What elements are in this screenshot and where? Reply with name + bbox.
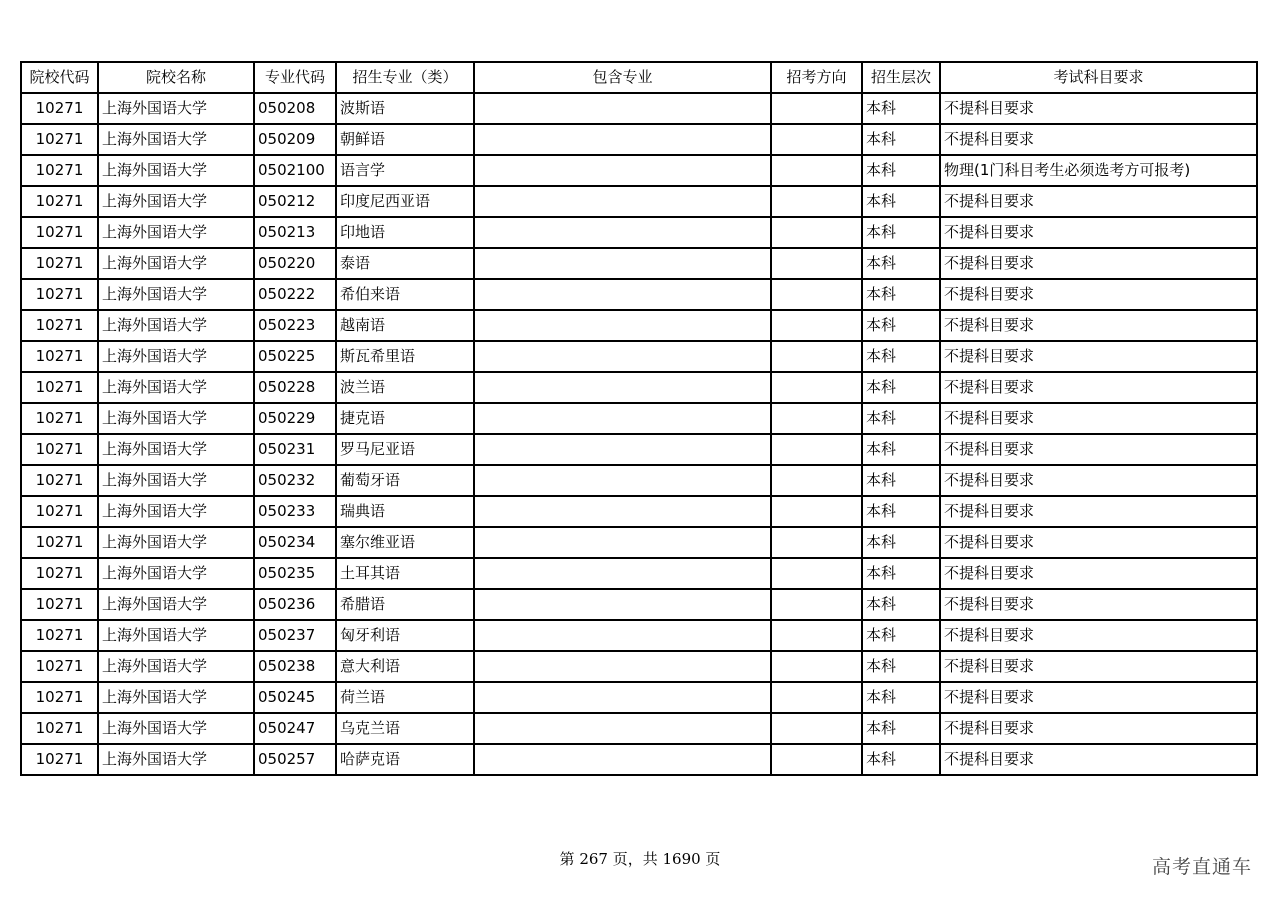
cell-school-name: 上海外国语大学 <box>98 589 254 620</box>
cell-direction <box>771 465 862 496</box>
cell-major: 乌克兰语 <box>336 713 474 744</box>
cell-major: 泰语 <box>336 248 474 279</box>
page-number: 第 267 页，共 1690 页 <box>559 850 721 868</box>
cell-school-code: 10271 <box>21 155 98 186</box>
cell-level: 本科 <box>862 124 940 155</box>
cell-school-code: 10271 <box>21 372 98 403</box>
cell-major: 朝鲜语 <box>336 124 474 155</box>
cell-major-code: 050222 <box>254 279 336 310</box>
cell-included-majors <box>474 93 771 124</box>
cell-major: 塞尔维亚语 <box>336 527 474 558</box>
table-body <box>21 93 1257 775</box>
cell-included-majors <box>474 248 771 279</box>
cell-direction <box>771 496 862 527</box>
cell-school-name: 上海外国语大学 <box>98 558 254 589</box>
cell-subject-requirement: 不提科目要求 <box>940 310 1257 341</box>
cell-direction <box>771 682 862 713</box>
cell-level: 本科 <box>862 155 940 186</box>
table-row <box>21 558 1257 589</box>
table-row <box>21 341 1257 372</box>
cell-level: 本科 <box>862 713 940 744</box>
cell-direction <box>771 372 862 403</box>
cell-level: 本科 <box>862 620 940 651</box>
cell-school-name: 上海外国语大学 <box>98 93 254 124</box>
cell-major-code: 050220 <box>254 248 336 279</box>
cell-level: 本科 <box>862 186 940 217</box>
cell-major-code: 050208 <box>254 93 336 124</box>
cell-level: 本科 <box>862 372 940 403</box>
cell-school-code: 10271 <box>21 713 98 744</box>
table-row <box>21 124 1257 155</box>
cell-school-name: 上海外国语大学 <box>98 403 254 434</box>
cell-school-code: 10271 <box>21 620 98 651</box>
cell-included-majors <box>474 217 771 248</box>
cell-school-name: 上海外国语大学 <box>98 279 254 310</box>
cell-school-name: 上海外国语大学 <box>98 651 254 682</box>
table-row <box>21 434 1257 465</box>
cell-included-majors <box>474 186 771 217</box>
cell-major-code: 050233 <box>254 496 336 527</box>
cell-included-majors <box>474 527 771 558</box>
cell-major-code: 050238 <box>254 651 336 682</box>
cell-school-name: 上海外国语大学 <box>98 434 254 465</box>
cell-school-code: 10271 <box>21 589 98 620</box>
cell-included-majors <box>474 434 771 465</box>
cell-major: 印度尼西亚语 <box>336 186 474 217</box>
cell-direction <box>771 403 862 434</box>
cell-subject-requirement: 不提科目要求 <box>940 217 1257 248</box>
cell-included-majors <box>474 155 771 186</box>
cell-major-code: 050235 <box>254 558 336 589</box>
cell-direction <box>771 434 862 465</box>
cell-level: 本科 <box>862 341 940 372</box>
cell-level: 本科 <box>862 465 940 496</box>
cell-school-name: 上海外国语大学 <box>98 155 254 186</box>
cell-school-code: 10271 <box>21 496 98 527</box>
cell-subject-requirement: 不提科目要求 <box>940 682 1257 713</box>
table-row <box>21 682 1257 713</box>
cell-school-name: 上海外国语大学 <box>98 682 254 713</box>
table-row <box>21 93 1257 124</box>
cell-school-name: 上海外国语大学 <box>98 124 254 155</box>
cell-school-code: 10271 <box>21 682 98 713</box>
cell-major: 荷兰语 <box>336 682 474 713</box>
table-row <box>21 496 1257 527</box>
header-major-code: 专业代码 <box>254 62 336 93</box>
cell-direction <box>771 744 862 775</box>
cell-major-code: 050236 <box>254 589 336 620</box>
cell-included-majors <box>474 713 771 744</box>
cell-school-code: 10271 <box>21 248 98 279</box>
cell-included-majors <box>474 403 771 434</box>
cell-included-majors <box>474 744 771 775</box>
cell-major: 葡萄牙语 <box>336 465 474 496</box>
cell-major: 匈牙利语 <box>336 620 474 651</box>
table-row <box>21 279 1257 310</box>
cell-major: 越南语 <box>336 310 474 341</box>
table-row <box>21 217 1257 248</box>
table-row <box>21 651 1257 682</box>
cell-direction <box>771 620 862 651</box>
admission-table <box>20 61 1258 776</box>
cell-direction <box>771 713 862 744</box>
cell-included-majors <box>474 589 771 620</box>
cell-school-name: 上海外国语大学 <box>98 527 254 558</box>
cell-direction <box>771 186 862 217</box>
cell-subject-requirement: 不提科目要求 <box>940 620 1257 651</box>
cell-subject-requirement: 不提科目要求 <box>940 496 1257 527</box>
cell-level: 本科 <box>862 434 940 465</box>
cell-school-code: 10271 <box>21 558 98 589</box>
cell-level: 本科 <box>862 744 940 775</box>
table-row <box>21 589 1257 620</box>
cell-major: 瑞典语 <box>336 496 474 527</box>
header-school-name: 院校名称 <box>98 62 254 93</box>
cell-level: 本科 <box>862 403 940 434</box>
table-row <box>21 155 1257 186</box>
cell-direction <box>771 589 862 620</box>
cell-school-name: 上海外国语大学 <box>98 620 254 651</box>
cell-school-code: 10271 <box>21 403 98 434</box>
cell-major-code: 050234 <box>254 527 336 558</box>
cell-school-code: 10271 <box>21 186 98 217</box>
header-row <box>21 62 1257 93</box>
cell-school-name: 上海外国语大学 <box>98 310 254 341</box>
cell-subject-requirement: 不提科目要求 <box>940 93 1257 124</box>
cell-subject-requirement: 不提科目要求 <box>940 744 1257 775</box>
cell-included-majors <box>474 372 771 403</box>
header-subject-requirement: 考试科目要求 <box>940 62 1257 93</box>
cell-major-code: 050229 <box>254 403 336 434</box>
cell-subject-requirement: 不提科目要求 <box>940 403 1257 434</box>
cell-major: 印地语 <box>336 217 474 248</box>
cell-direction <box>771 124 862 155</box>
table-row <box>21 465 1257 496</box>
cell-major: 斯瓦希里语 <box>336 341 474 372</box>
cell-major-code: 050245 <box>254 682 336 713</box>
cell-major: 希伯来语 <box>336 279 474 310</box>
cell-major: 波斯语 <box>336 93 474 124</box>
cell-major: 语言学 <box>336 155 474 186</box>
cell-included-majors <box>474 651 771 682</box>
cell-subject-requirement: 不提科目要求 <box>940 124 1257 155</box>
cell-major: 捷克语 <box>336 403 474 434</box>
cell-major: 意大利语 <box>336 651 474 682</box>
cell-subject-requirement: 不提科目要求 <box>940 465 1257 496</box>
cell-major-code: 050231 <box>254 434 336 465</box>
cell-level: 本科 <box>862 651 940 682</box>
cell-school-name: 上海外国语大学 <box>98 248 254 279</box>
cell-school-name: 上海外国语大学 <box>98 744 254 775</box>
cell-major: 波兰语 <box>336 372 474 403</box>
cell-major-code: 050237 <box>254 620 336 651</box>
cell-subject-requirement: 不提科目要求 <box>940 434 1257 465</box>
cell-subject-requirement: 不提科目要求 <box>940 341 1257 372</box>
cell-included-majors <box>474 558 771 589</box>
cell-included-majors <box>474 682 771 713</box>
header-school-code: 院校代码 <box>21 62 98 93</box>
cell-included-majors <box>474 124 771 155</box>
cell-school-code: 10271 <box>21 279 98 310</box>
table-row <box>21 620 1257 651</box>
table-row <box>21 527 1257 558</box>
cell-school-name: 上海外国语大学 <box>98 186 254 217</box>
cell-major-code: 050212 <box>254 186 336 217</box>
cell-school-name: 上海外国语大学 <box>98 217 254 248</box>
cell-direction <box>771 341 862 372</box>
cell-school-code: 10271 <box>21 341 98 372</box>
cell-included-majors <box>474 341 771 372</box>
header-direction: 招考方向 <box>771 62 862 93</box>
cell-school-name: 上海外国语大学 <box>98 465 254 496</box>
cell-subject-requirement: 不提科目要求 <box>940 651 1257 682</box>
cell-level: 本科 <box>862 558 940 589</box>
header-level: 招生层次 <box>862 62 940 93</box>
cell-included-majors <box>474 465 771 496</box>
cell-level: 本科 <box>862 279 940 310</box>
cell-direction <box>771 279 862 310</box>
cell-school-name: 上海外国语大学 <box>98 341 254 372</box>
cell-included-majors <box>474 620 771 651</box>
cell-major-code: 050225 <box>254 341 336 372</box>
table-row <box>21 372 1257 403</box>
cell-major-code: 050257 <box>254 744 336 775</box>
cell-school-name: 上海外国语大学 <box>98 713 254 744</box>
cell-major: 哈萨克语 <box>336 744 474 775</box>
table-row <box>21 713 1257 744</box>
cell-subject-requirement: 不提科目要求 <box>940 279 1257 310</box>
table-row <box>21 248 1257 279</box>
cell-major-code: 0502100 <box>254 155 336 186</box>
header-included-majors: 包含专业 <box>474 62 771 93</box>
cell-school-code: 10271 <box>21 465 98 496</box>
cell-included-majors <box>474 279 771 310</box>
cell-direction <box>771 651 862 682</box>
table-row <box>21 310 1257 341</box>
cell-major-code: 050223 <box>254 310 336 341</box>
table-row <box>21 403 1257 434</box>
cell-school-code: 10271 <box>21 651 98 682</box>
table-row <box>21 186 1257 217</box>
cell-direction <box>771 310 862 341</box>
cell-major-code: 050209 <box>254 124 336 155</box>
cell-school-code: 10271 <box>21 217 98 248</box>
cell-level: 本科 <box>862 496 940 527</box>
cell-major-code: 050228 <box>254 372 336 403</box>
cell-major: 罗马尼亚语 <box>336 434 474 465</box>
cell-subject-requirement: 不提科目要求 <box>940 713 1257 744</box>
cell-subject-requirement: 不提科目要求 <box>940 372 1257 403</box>
header-major: 招生专业（类） <box>336 62 474 93</box>
cell-level: 本科 <box>862 248 940 279</box>
cell-level: 本科 <box>862 217 940 248</box>
cell-subject-requirement: 不提科目要求 <box>940 186 1257 217</box>
cell-direction <box>771 217 862 248</box>
table-row <box>21 744 1257 775</box>
cell-major-code: 050213 <box>254 217 336 248</box>
cell-major: 土耳其语 <box>336 558 474 589</box>
cell-subject-requirement: 不提科目要求 <box>940 248 1257 279</box>
cell-school-code: 10271 <box>21 124 98 155</box>
cell-direction <box>771 558 862 589</box>
cell-major-code: 050247 <box>254 713 336 744</box>
cell-level: 本科 <box>862 682 940 713</box>
cell-included-majors <box>474 496 771 527</box>
watermark: 高考直通车 <box>1151 856 1252 878</box>
cell-direction <box>771 527 862 558</box>
cell-major: 希腊语 <box>336 589 474 620</box>
cell-level: 本科 <box>862 93 940 124</box>
cell-school-name: 上海外国语大学 <box>98 496 254 527</box>
cell-included-majors <box>474 310 771 341</box>
cell-school-code: 10271 <box>21 434 98 465</box>
cell-direction <box>771 155 862 186</box>
cell-level: 本科 <box>862 527 940 558</box>
cell-subject-requirement: 不提科目要求 <box>940 558 1257 589</box>
cell-school-code: 10271 <box>21 310 98 341</box>
cell-school-code: 10271 <box>21 744 98 775</box>
cell-school-code: 10271 <box>21 527 98 558</box>
cell-subject-requirement: 物理(1门科目考生必须选考方可报考) <box>940 155 1257 186</box>
cell-direction <box>771 248 862 279</box>
cell-level: 本科 <box>862 310 940 341</box>
cell-direction <box>771 93 862 124</box>
cell-subject-requirement: 不提科目要求 <box>940 589 1257 620</box>
cell-school-code: 10271 <box>21 93 98 124</box>
cell-level: 本科 <box>862 589 940 620</box>
cell-subject-requirement: 不提科目要求 <box>940 527 1257 558</box>
cell-major-code: 050232 <box>254 465 336 496</box>
cell-school-name: 上海外国语大学 <box>98 372 254 403</box>
